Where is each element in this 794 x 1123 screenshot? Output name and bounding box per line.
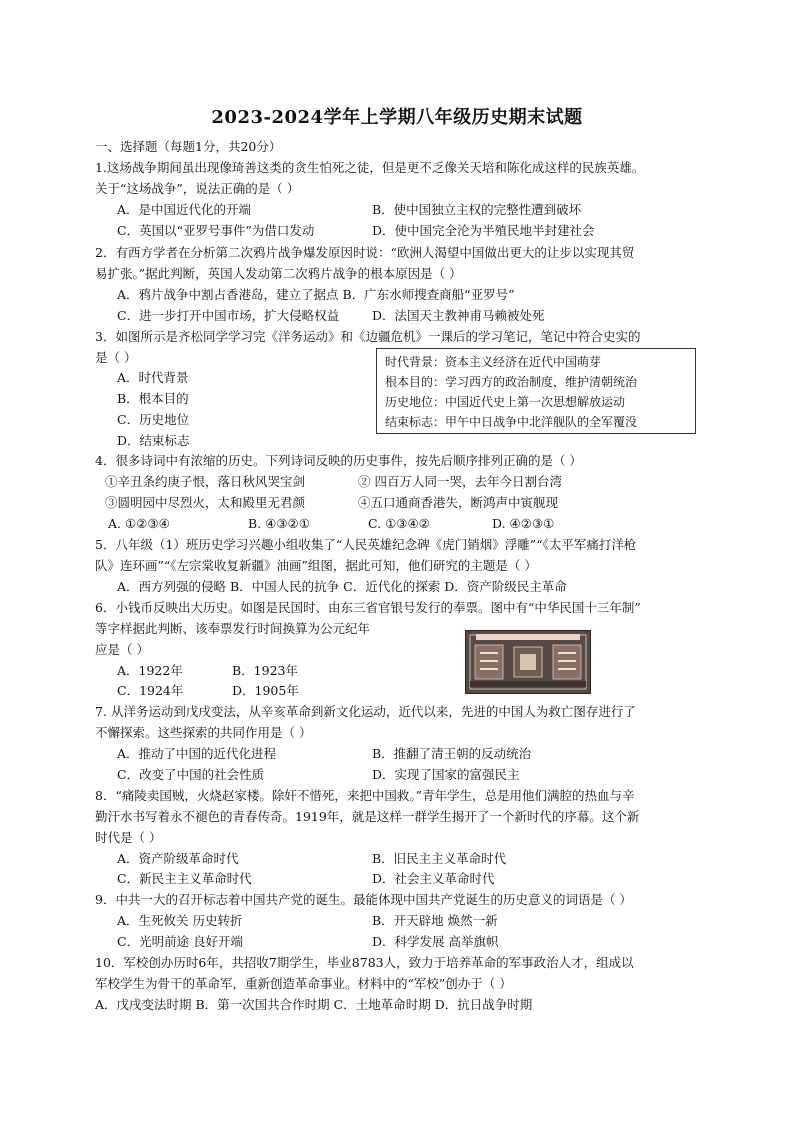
q10-stem-2: 军校学生为骨干的革命军，重新创造革命事业。材料中的“军校”创办于（ ） <box>95 976 512 991</box>
q6-option-b: B．1923年 <box>232 663 298 678</box>
q7-stem-2: 不懈探索。这些探索的共同作用是（ ） <box>95 725 312 740</box>
q4-option-a: A. ①②③④ <box>108 516 170 531</box>
q7-option-c: C．改变了中国的社会性质 <box>117 767 265 782</box>
q2-option-d: D．法国天主教神甫马赖被处死 <box>372 308 545 323</box>
q4-poem-1: ①辛丑条约庚子恨，落日秋风哭宝剑 <box>105 474 306 489</box>
note-background: 时代背景：资本主义经济在近代中国萌芽 <box>385 355 602 369</box>
banknote-image <box>465 630 591 694</box>
study-notes-box <box>376 348 696 434</box>
q3-stem: 3．如图所示是齐松同学学习完《洋务运动》和《边疆危机》一课后的学习笔记，笔记中符合史实的 <box>95 329 641 344</box>
q1-option-b: B．使中国独立主权的完整性遭到破坏 <box>372 202 582 217</box>
q10-stem: 10．军校创办历时6年，共招收7期学生，毕业8783人，致力于培养革命的军事政治人才，组成以 <box>95 955 634 970</box>
q2-stem: 2．有西方学者在分析第二次鸦片战争爆发原因时说：“欧洲人渴望中国做出更大的让步以实现其贸 <box>95 245 635 260</box>
q9-option-c: C．光明前途 良好开端 <box>117 934 244 949</box>
note-purpose: 根本目的：学习西方的政治制度，维护清朝统治 <box>385 375 638 389</box>
q7-stem: 7. 从洋务运动到戊戌变法，从辛亥革命到新文化运动，近代以来，先进的中国人为救亡图存进行了 <box>95 704 636 719</box>
q2-stem-2: 易扩张。”据此判断，英国人发动第二次鸦片战争的根本原因是（ ） <box>95 266 462 281</box>
q9-stem: 9．中共一大的召开标志着中国共产党的诞生。最能体现中国共产党诞生的历史意义的词语是（ ） <box>95 892 632 907</box>
q3-option-d: D．结束标志 <box>117 433 190 448</box>
q8-option-b: B．旧民主主义革命时代 <box>372 851 507 866</box>
q8-stem: 8．“痛陵卖国贼，火烧赵家楼。除奸不惜死，来把中国救。”青年学生，总是用他们满腔的热血与辛 <box>95 788 635 803</box>
q3-stem-2: 是（ ） <box>95 350 137 365</box>
q2-option-c: C．进一步打开中国市场，扩大侵略权益 <box>117 308 340 323</box>
q6-stem-3: 应是（ ） <box>95 642 149 657</box>
q9-option-b: B．开天辟地 焕然一新 <box>372 913 498 928</box>
q10-options: A．戊戌变法时期 B．第一次国共合作时期 C．土地革命时期 D．抗日战争时期 <box>95 997 533 1012</box>
q8-option-c: C．新民主主义革命时代 <box>117 871 252 886</box>
page-title: 2023-2024学年上学期八年级历史期末试题 <box>211 107 583 128</box>
q1-stem: 1.这场战争期间虽出现像琦善这类的贪生怕死之徒，但是更不乏像关天培和陈化成这样的民族英雄。 <box>95 160 645 175</box>
q9-option-a: A．生死攸关 历史转折 <box>117 913 243 928</box>
section-heading: 一、选择题（每题1分，共20分） <box>95 139 282 154</box>
q8-option-d: D．社会主义革命时代 <box>372 871 495 886</box>
q3-option-b: B．根本目的 <box>117 391 189 406</box>
q4-poem-2: ② 四百万人同一哭，去年今日割台湾 <box>358 474 562 489</box>
q5-stem-2: 队》连环画”“《左宗棠收复新疆》油画”组图，据此可知，他们研究的主题是（ ） <box>95 558 537 573</box>
q7-option-b: B．推翻了清王朝的反动统治 <box>372 746 532 761</box>
q1-option-a: A．是中国近代化的开端 <box>117 202 252 217</box>
q4-stem: 4．很多诗词中有浓缩的历史。下列诗词反映的历史事件，按先后顺序排列正确的是（ ） <box>95 453 582 468</box>
q6-stem-2: 等字样据此判断、该奉票发行时间换算为公元纪年 <box>95 621 371 636</box>
q4-poem-4: ④五口通商香港失，断鸿声中寅舰现 <box>358 495 559 510</box>
q1-stem-2: 关于“这场战争”，说法正确的是（ ） <box>95 181 300 196</box>
q6-option-d: D．1905年 <box>232 683 299 698</box>
q3-option-c: C．历史地位 <box>117 412 190 427</box>
q5-stem: 5．八年级（1）班历史学习兴趣小组收集了“人民英雄纪念碑《虎门销烟》浮雕”“《太平军痛打洋枪 <box>95 537 637 552</box>
q6-option-a: A．1922年 <box>117 663 183 678</box>
q8-stem-3: 时代是（ ） <box>95 830 162 845</box>
q8-option-a: A．资产阶级革命时代 <box>117 851 239 866</box>
q1-option-d: D．使中国完全沦为半殖民地半封建社会 <box>372 223 595 238</box>
q4-option-b: B. ④③②① <box>248 516 310 531</box>
q8-stem-2: 勤汗水书写着永不褪色的青春传奇。1919年，就是这样一群学生揭开了一个新时代的序幕。这个新 <box>95 809 640 824</box>
q4-option-d: D. ④②③① <box>492 516 555 531</box>
q7-option-d: D．实现了国家的富强民主 <box>372 767 520 782</box>
q9-option-d: D．科学发展 高举旗帜 <box>372 934 499 949</box>
q6-stem: 6．小钱币反映出大历史。如图是民国时、由东三省官银号发行的奉票。图中有“中华民国十三年制” <box>95 600 641 615</box>
note-status: 历史地位：中国近代史上第一次思想解放运动 <box>385 395 626 409</box>
q2-option-ab: A．鸦片战争中割占香港岛，建立了据点 B．广东水师搜查商船“亚罗号” <box>117 287 515 302</box>
q4-option-c: C. ①③④② <box>368 516 430 531</box>
q7-option-a: A．推动了中国的近代化进程 <box>117 746 277 761</box>
q3-option-a: A．时代背景 <box>117 370 189 385</box>
note-end: 结束标志：甲午中日战争中北洋舰队的全军覆没 <box>385 415 638 429</box>
q5-options: A．西方列强的侵略 B．中国人民的抗争 C．近代化的探索 D．资产阶级民主革命 <box>117 579 567 594</box>
q4-poem-3: ③圆明园中尽烈火，太和殿里无君颜 <box>105 495 306 510</box>
q1-option-c: C．英国以“亚罗号事件”为借口发动 <box>117 223 315 238</box>
q6-option-c: C．1924年 <box>117 683 184 698</box>
